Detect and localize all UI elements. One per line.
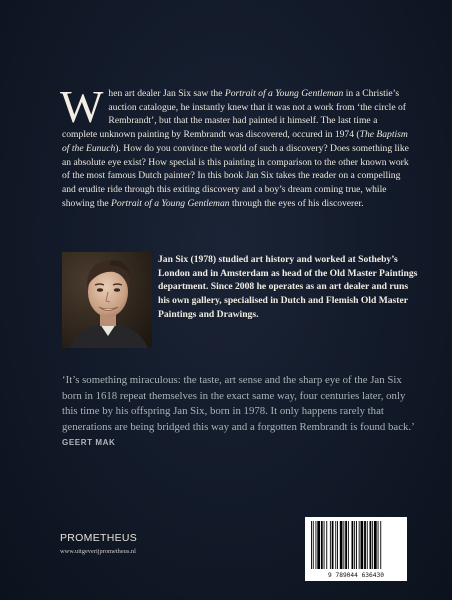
barcode-bars: [311, 521, 401, 569]
painting-title: Portrait of a Young Gentleman: [111, 197, 230, 209]
quote-author: GEERT MAK: [62, 438, 116, 448]
author-portrait-image: [62, 252, 152, 348]
description-text: in a Christie’s auction catalogue, he instantly knew that it was not a work from ‘the circle of Rembrandt’, but that the master had painted it himself. The last time a complete unknown painting by Rembrandt was discovered, occured in 1974 (: [62, 88, 406, 141]
publisher-logo: PROMETHEUS: [60, 532, 138, 544]
painting-title: Portrait of a Young Gentleman: [224, 88, 344, 99]
publisher-website[interactable]: www.uitgeverijprometheus.nl: [60, 548, 136, 555]
description-text: hen art dealer Jan Six saw the: [108, 88, 225, 99]
description-text: through the eyes of his discoverer.: [229, 197, 364, 209]
endorsement-quote: [62, 373, 422, 451]
author-bio: Jan Six (1978) studied art history and worked at Sotheby’s London and in Amsterdam as head of the Old Master Paintings department. Since 2008 he operates as an art dealer and runs his own gallery, specialised in Dutch and Flemish Old Master Paintings and Drawings.: [158, 254, 418, 320]
book-description: [60, 81, 414, 210]
painting-title: The Baptism of the Eunuch: [62, 129, 408, 154]
isbn-barcode: [305, 517, 407, 581]
isbn-number: 9 789044 636430: [328, 572, 384, 579]
drop-cap: W: [60, 81, 104, 132]
author-photo: [62, 252, 152, 348]
description-text: ). How do you convince the world of such a discovery? Does something like an absolute eye exist? How special is this painting in comparison to the other known work of the most famous Dutch painter? In this book Jan Six takes the reader on a compelling and erudite ride through this exiting discovery and a boy’s dream coming true, while showing the: [62, 142, 409, 209]
quote-text: ‘It’s something miraculous: the taste, art sense and the sharp eye of the Jan Six born in 1618 repeat themselves in the exact same way, four centuries later, only this time by his offspring Jan Six, born in 1978. It only happens rarely that generations are being bridged this way and a forgotten Rembrandt is found back.’: [62, 374, 414, 433]
